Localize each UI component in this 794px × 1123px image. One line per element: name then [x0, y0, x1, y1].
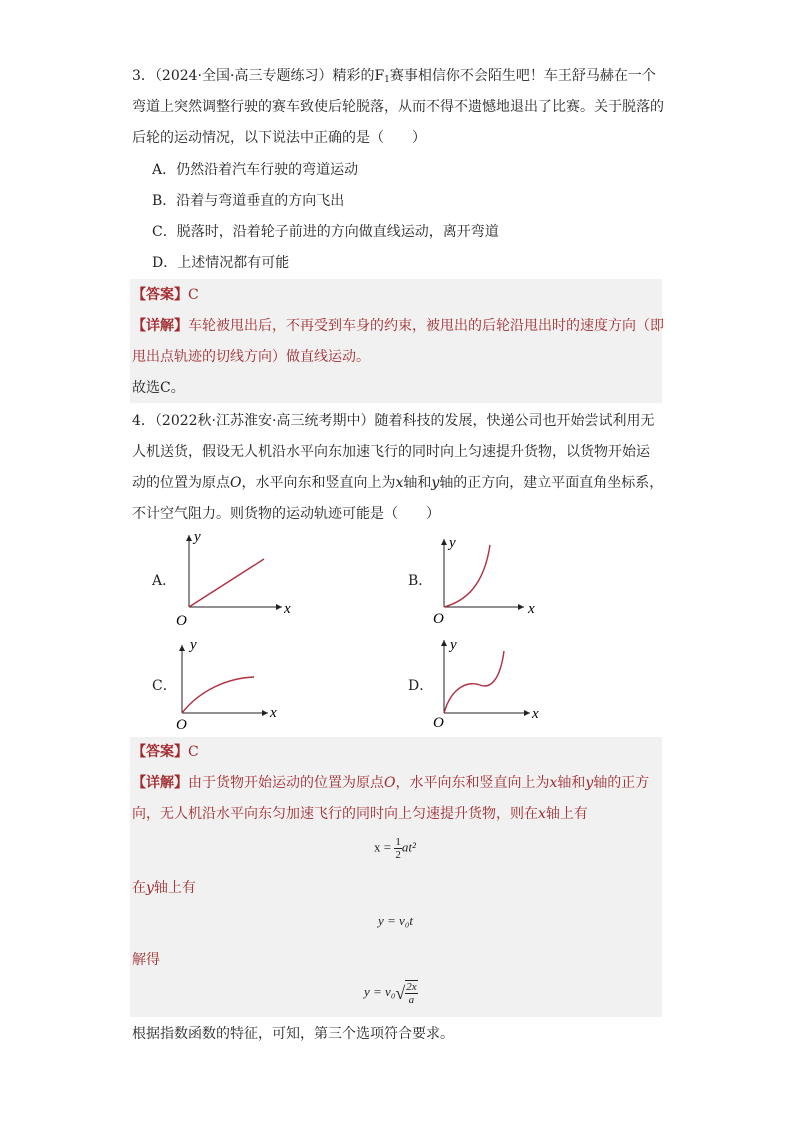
graph-label-b: B． [408, 573, 433, 589]
sqrt-sign-icon: √ [395, 982, 406, 1003]
formula-solution-lhs: y = v₀ [364, 983, 396, 999]
graph-a-origin: O [176, 613, 187, 629]
q4-stem-text: 随着科技的发展，快递公司也开始尝试利用无 [374, 413, 655, 429]
graph-b [433, 535, 535, 627]
graph-c-curve [182, 677, 254, 713]
detail-a: 由于货物开始运动的位置为原点 [188, 775, 384, 791]
detail-d: 轴的正方 [593, 775, 650, 791]
q3-conclusion: 故选C。 [132, 380, 185, 396]
q3-stem-line3: 后轮的运动情况，以下说法中正确的是（ ） [132, 130, 426, 146]
detail-origin: O [384, 775, 396, 791]
graph-b-curve [444, 545, 490, 607]
x-var: x [395, 475, 404, 491]
detail-x: x [549, 775, 558, 791]
detail-c: 轴和 [557, 775, 586, 791]
q4-number: 4． [132, 413, 155, 429]
q4-line3-c: 轴和 [403, 475, 432, 491]
q3-option-c: C．脱落时，沿着轮子前进的方向做直线运动，离开弯道 [152, 224, 499, 240]
detail-line2-a: 向，无人机沿水平向东匀加速飞行的同时向上匀速提升货物，则在 [132, 806, 538, 822]
graph-d-x-label: x [532, 706, 539, 722]
q4-stem-line1 [132, 411, 654, 431]
formula-solution-fraction [405, 980, 417, 1006]
graph-a-x-label: x [284, 601, 291, 617]
q4-line3-a: 动的位置为原点 [132, 475, 230, 491]
detail-tag: 【详解】 [132, 318, 188, 334]
detail-text: 车轮被甩出后，不再受到车身的约束，被甩出的后轮沿甩出时的速度方向（即 [188, 318, 664, 334]
q3-detail-line2: 甩出点轨迹的切线方向）做直线运动。 [132, 349, 370, 365]
q3-stem-line2: 弯道上突然调整行驶的赛车致使后轮脱落，从而不得不遗憾地退出了比赛。关于脱落的 [132, 99, 664, 115]
q3-stem-text-b: 赛事相信你不会陌生吧！车王舒马赫在一个 [389, 68, 656, 84]
answer-tag: 【答案】 [132, 287, 188, 303]
f1-base: F [374, 68, 385, 84]
graphs-svg [0, 525, 794, 755]
q4-line3-d: 轴的正方向，建立平面直角坐标系， [439, 475, 664, 491]
answer-value: C [188, 287, 199, 303]
q3-option-d: D．上述情况都有可能 [152, 255, 290, 271]
graph-c-origin: O [176, 717, 187, 733]
formula-x-num: 1 [395, 836, 401, 848]
graph-b-origin: O [433, 611, 444, 627]
formula-x-rhs: at² [401, 839, 416, 855]
graph-label-a: A． [152, 573, 177, 589]
graph-label-d: D． [408, 678, 434, 694]
graph-a-curve [189, 559, 264, 607]
graph-d [433, 637, 539, 731]
q3-detail-line1 [132, 316, 664, 336]
q4-final: 根据指数函数的特征，可知，第三个选项符合要求。 [132, 1026, 454, 1042]
q4-stem-line2: 人机送货，假设无人机沿水平向东加速飞行的同时向上匀速提升货物，以货物开始运 [132, 444, 650, 460]
formula-solution-den: a [408, 994, 415, 1006]
q4-stem-line3 [132, 473, 663, 493]
detail-y: y [585, 775, 594, 791]
q4-detail-line1 [132, 773, 649, 793]
detail-b: ，水平向东和竖直向上为 [395, 775, 550, 791]
q3-source: （2024·全国·高三专题练习） [154, 68, 333, 84]
graph-a-y-label: y [194, 529, 201, 545]
q4-source: （2022秋·江苏淮安·高三统考期中） [154, 413, 375, 429]
graph-d-curve [444, 651, 504, 713]
formula-x [374, 836, 416, 861]
graph-d-y-label: y [450, 637, 457, 653]
q4-on-y [132, 878, 196, 898]
y-var: y [431, 475, 440, 491]
graph-label-c: C． [152, 678, 177, 694]
origin-var: O [230, 475, 242, 491]
f1-term [374, 68, 389, 84]
q3-stem-text-a: 精彩的 [332, 68, 375, 84]
graph-c [176, 637, 277, 733]
graph-c-y-label: y [190, 637, 197, 653]
answer-tag: 【答案】 [132, 744, 188, 760]
formula-y: y = v₀t [378, 913, 413, 928]
formula-solution [364, 980, 418, 1006]
answer-value: C [188, 744, 199, 760]
q3-option-a: A．仍然沿着汽车行驶的弯道运动 [152, 162, 359, 178]
on-y-a: 在 [132, 880, 146, 896]
q4-detail-line2 [132, 804, 588, 824]
q4-answer [132, 742, 199, 762]
q3-stem-line1 [132, 66, 656, 90]
on-y-var: y [146, 880, 154, 896]
graph-b-y-label: y [449, 535, 456, 551]
graph-d-origin: O [433, 715, 444, 731]
q3-answer [132, 285, 199, 305]
q4-stem-line4: 不计空气阻力。则货物的运动轨迹可能是（ ） [132, 506, 440, 522]
q4-solve: 解得 [132, 952, 160, 968]
detail-line2-b: 轴上有 [545, 806, 588, 822]
graph-c-x-label: x [270, 705, 277, 721]
detail-tag: 【详解】 [132, 775, 188, 791]
formula-x-lhs: x = [374, 839, 395, 855]
q4-line3-b: ，水平向东和竖直向上为 [241, 475, 396, 491]
q3-answer-block [130, 279, 662, 403]
formula-solution-num: 2x [406, 981, 417, 993]
graph-b-x-label: x [528, 601, 535, 617]
formula-x-den: 2 [395, 849, 401, 861]
on-y-b: 轴上有 [153, 880, 196, 896]
q3-number: 3． [132, 68, 155, 84]
detail-line2-x: x [538, 806, 546, 822]
graph-a [176, 529, 291, 629]
q3-option-b: B．沿着与弯道垂直的方向飞出 [152, 193, 345, 209]
formula-x-fraction [394, 836, 402, 861]
f1-sub: 1 [384, 75, 390, 85]
